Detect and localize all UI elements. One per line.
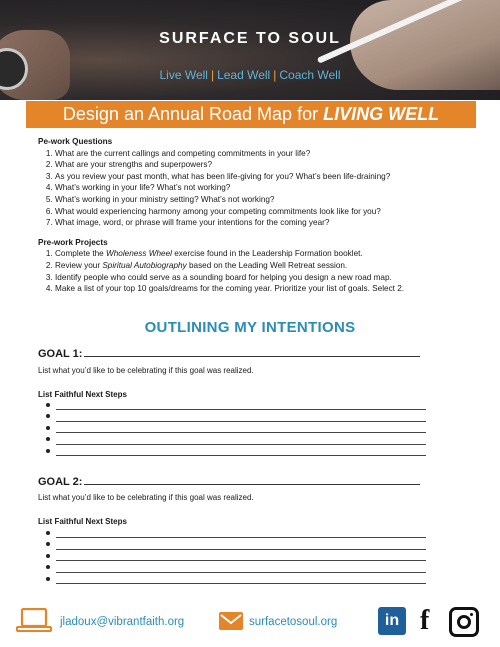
list-item: 2. What are your strengths and superpowers? bbox=[55, 159, 468, 171]
step-line[interactable] bbox=[46, 423, 426, 434]
tagline-coach-well: Coach Well bbox=[279, 68, 341, 82]
instagram-icon[interactable] bbox=[449, 607, 479, 637]
list-item: 7. What image, word, or phrase will frame your intentions for the coming year? bbox=[55, 217, 468, 229]
list-item: 5. What’s working in your ministry setting? What’s not working? bbox=[55, 194, 468, 206]
section-heading: OUTLINING MY INTENTIONS bbox=[144, 319, 356, 336]
bullet-icon bbox=[46, 449, 50, 453]
item-text: Review your bbox=[55, 260, 103, 270]
list-item: 1. What are the current callings and competing commitments in your life? bbox=[55, 148, 468, 160]
bullet-icon bbox=[46, 554, 50, 558]
list-item bbox=[55, 283, 468, 295]
tagline-live-well: Live Well bbox=[159, 68, 208, 82]
tagline-separator: | bbox=[210, 68, 215, 82]
prework-projects-list bbox=[38, 248, 468, 294]
goal-prompt: List what you’d like to be celebrating if this goal was realized. bbox=[38, 493, 254, 502]
header-banner bbox=[0, 0, 500, 100]
goal-label: GOAL 1: bbox=[38, 348, 83, 360]
step-line[interactable] bbox=[46, 574, 426, 585]
write-in-line[interactable] bbox=[84, 473, 420, 485]
facebook-icon[interactable]: f bbox=[420, 605, 430, 636]
step-line[interactable] bbox=[46, 551, 426, 562]
item-italic: Spiritual Autobiography bbox=[102, 260, 187, 270]
step-line[interactable] bbox=[46, 539, 426, 550]
item-text: Identify people who could serve as a sounding board for helping you design a new road map. bbox=[55, 272, 392, 282]
write-in-line[interactable] bbox=[84, 345, 420, 357]
tagline bbox=[0, 68, 500, 82]
laptop-icon bbox=[16, 608, 52, 632]
list-item bbox=[55, 272, 468, 284]
list-item bbox=[55, 260, 468, 272]
step-line[interactable] bbox=[46, 528, 426, 539]
brand-title: SURFACE TO SOUL bbox=[159, 30, 341, 47]
list-item: 4. What’s working in your life? What’s not working? bbox=[55, 182, 468, 194]
footer bbox=[0, 600, 500, 640]
page-title bbox=[26, 101, 476, 128]
list-item bbox=[55, 248, 468, 260]
steps-heading: List Faithful Next Steps bbox=[38, 390, 127, 399]
prework-section bbox=[38, 136, 468, 295]
step-line[interactable] bbox=[46, 434, 426, 445]
prework-questions-list bbox=[38, 148, 468, 229]
email-link[interactable]: jladoux@vibrantfaith.org bbox=[60, 616, 185, 628]
bullet-icon bbox=[46, 577, 50, 581]
bullet-icon bbox=[46, 542, 50, 546]
goal-2-field[interactable] bbox=[38, 473, 424, 488]
prework-projects-heading: Pre-work Projects bbox=[38, 237, 108, 247]
page-title-prefix: Design an Annual Road Map for bbox=[62, 104, 324, 124]
bullet-icon bbox=[46, 414, 50, 418]
item-text: Complete the bbox=[55, 249, 106, 259]
goal-1-field[interactable] bbox=[38, 345, 424, 360]
prework-questions-heading: Pe-work Questions bbox=[38, 137, 113, 146]
envelope-icon bbox=[219, 612, 243, 630]
bullet-icon bbox=[46, 531, 50, 535]
steps-list bbox=[46, 528, 426, 585]
list-item: 6. What would experiencing harmony among your competing commitments look like for you? bbox=[55, 206, 468, 218]
list-item: 3. As you review your past month, what has been life-giving for you? What’s been life-draining? bbox=[55, 171, 468, 183]
page-title-emphasis: LIVING WELL bbox=[323, 104, 440, 124]
bullet-icon bbox=[46, 437, 50, 441]
item-text: Make a list of your top 10 goals/dreams for the coming year. Prioritize your list of goals. Select 2. bbox=[55, 284, 405, 294]
website-link[interactable]: surfacetosoul.org bbox=[249, 616, 338, 628]
bullet-icon bbox=[46, 403, 50, 407]
item-italic: Wholeness Wheel bbox=[105, 249, 172, 259]
step-line[interactable] bbox=[46, 446, 426, 457]
steps-list bbox=[46, 400, 426, 457]
goal-label: GOAL 2: bbox=[38, 476, 83, 488]
tagline-lead-well: Lead Well bbox=[217, 68, 271, 82]
item-text: exercise found in the Leadership Formation booklet. bbox=[171, 249, 363, 259]
bullet-icon bbox=[46, 565, 50, 569]
linkedin-icon[interactable]: in bbox=[378, 607, 406, 635]
tagline-separator: | bbox=[273, 68, 277, 82]
step-line[interactable] bbox=[46, 400, 426, 411]
bullet-icon bbox=[46, 426, 50, 430]
item-text: based on the Leading Well Retreat session. bbox=[186, 260, 348, 270]
goal-prompt: List what you’d like to be celebrating if this goal was realized. bbox=[38, 366, 254, 375]
steps-heading: List Faithful Next Steps bbox=[38, 517, 127, 526]
step-line[interactable] bbox=[46, 411, 426, 422]
step-line[interactable] bbox=[46, 562, 426, 573]
